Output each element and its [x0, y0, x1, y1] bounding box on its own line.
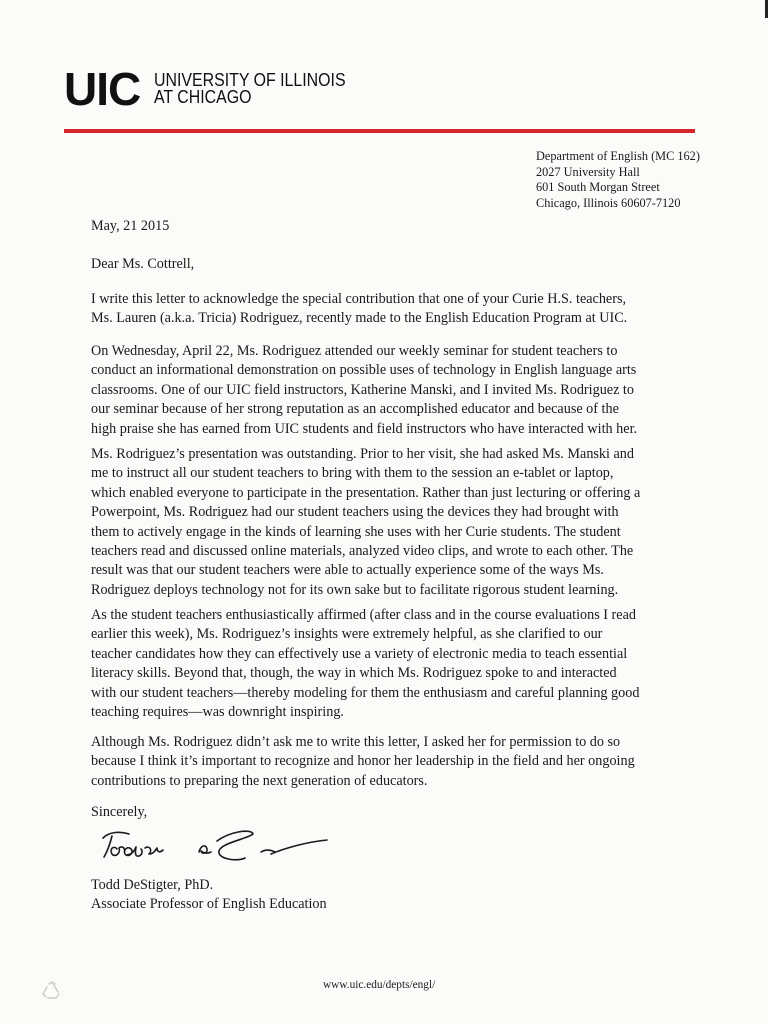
address-line: Department of English (MC 162) [536, 149, 700, 163]
logo-campus-name: AT CHICAGO [154, 86, 252, 107]
paragraph-3 [91, 445, 640, 600]
text-line: high praise she has earned from UIC students and field instructors who have interacted with her. [91, 420, 638, 437]
return-address [536, 149, 700, 211]
text-line: On Wednesday, April 22, Ms. Rodriguez attended our weekly seminar for student teachers to [91, 343, 618, 359]
paragraph-4 [91, 606, 639, 722]
handwritten-signature [95, 824, 335, 870]
text-line: teacher candidates how they can effectively use a variety of electronic media to teach essential [91, 645, 628, 662]
text-line: result was that our student teachers were able to actually experience some of the ways Ms. [91, 562, 604, 579]
text-line: classrooms. One of our UIC field instructors, Katherine Manski, and I invited Ms. Rodriguez to [91, 381, 634, 398]
text-line: Powerpoint, Ms. Rodriguez had our student teachers using the devices they had brought with [91, 504, 619, 521]
paragraph-1 [91, 290, 627, 329]
salutation: Dear Ms. Cottrell, [91, 256, 195, 272]
closing: Sincerely, [91, 804, 148, 820]
letter-date: May, 21 2015 [91, 218, 170, 234]
text-line: As the student teachers enthusiastically affirmed (after class and in the course evaluations I read [91, 607, 636, 623]
text-line: Although Ms. Rodriguez didn’t ask me to write this letter, I asked her for permission to do so [91, 734, 621, 750]
signer-name: Todd DeStigter, PhD. [91, 877, 214, 893]
recycle-icon [40, 981, 64, 999]
text-line: teaching requires—was downright inspiring. [91, 704, 344, 721]
paragraph-5 [91, 733, 635, 791]
footer-website-link[interactable]: www.uic.edu/depts/engl/ [323, 979, 436, 991]
address-line: Chicago, Illinois 60607-7120 [536, 195, 681, 210]
address-line: 601 South Morgan Street [536, 180, 660, 195]
text-line: Ms. Lauren (a.k.a. Tricia) Rodriguez, recently made to the English Education Program at UIC. [91, 310, 628, 327]
text-line: Rodriguez deploys technology not for its own sake but to facilitate rigorous student learning. [91, 581, 619, 598]
text-line: them to actively engage in the kinds of learning she uses with her Curie students. The student [91, 523, 621, 540]
text-line: which enabled everyone to participate in the presentation. Rather than just lecturing or offering a [91, 484, 641, 501]
text-line: Ms. Rodriguez’s presentation was outstanding. Prior to her visit, she had asked Ms. Manski and [91, 446, 634, 462]
paragraph-2 [91, 342, 637, 439]
text-line: earlier this week), Ms. Rodriguez’s insights were extremely helpful, as she clarified to our [91, 626, 603, 643]
letterhead-divider [64, 129, 695, 133]
address-line: 2027 University Hall [536, 164, 640, 179]
text-line: me to instruct all our student teachers to bring with them to the session an e-tablet or laptop, [91, 465, 614, 482]
text-line: teachers read and discussed online materials, analyzed video clips, and wrote to each other. The [91, 543, 634, 560]
text-line: I write this letter to acknowledge the special contribution that one of your Curie H.S. teachers, [91, 291, 627, 307]
text-line: contributions to preparing the next generation of educators. [91, 772, 428, 789]
text-line: with our student teachers—thereby modeling for them the enthusiasm and careful planning good [91, 684, 640, 701]
text-line: conduct an informational demonstration on possible uses of technology in English language arts [91, 362, 637, 379]
signer-title: Associate Professor of English Education [91, 896, 327, 912]
text-line: because I think it’s important to recognize and honor her leadership in the field and her ongoing [91, 753, 635, 770]
text-line: literacy skills. Beyond that, though, the way in which Ms. Rodriguez spoke to and interacted [91, 665, 617, 682]
logo-mark: UIC [64, 63, 141, 115]
text-line: our seminar because of her strong reputation as an accomplished educator and because of the [91, 401, 619, 418]
logo-university-name: UNIVERSITY OF ILLINOIS [154, 69, 346, 90]
